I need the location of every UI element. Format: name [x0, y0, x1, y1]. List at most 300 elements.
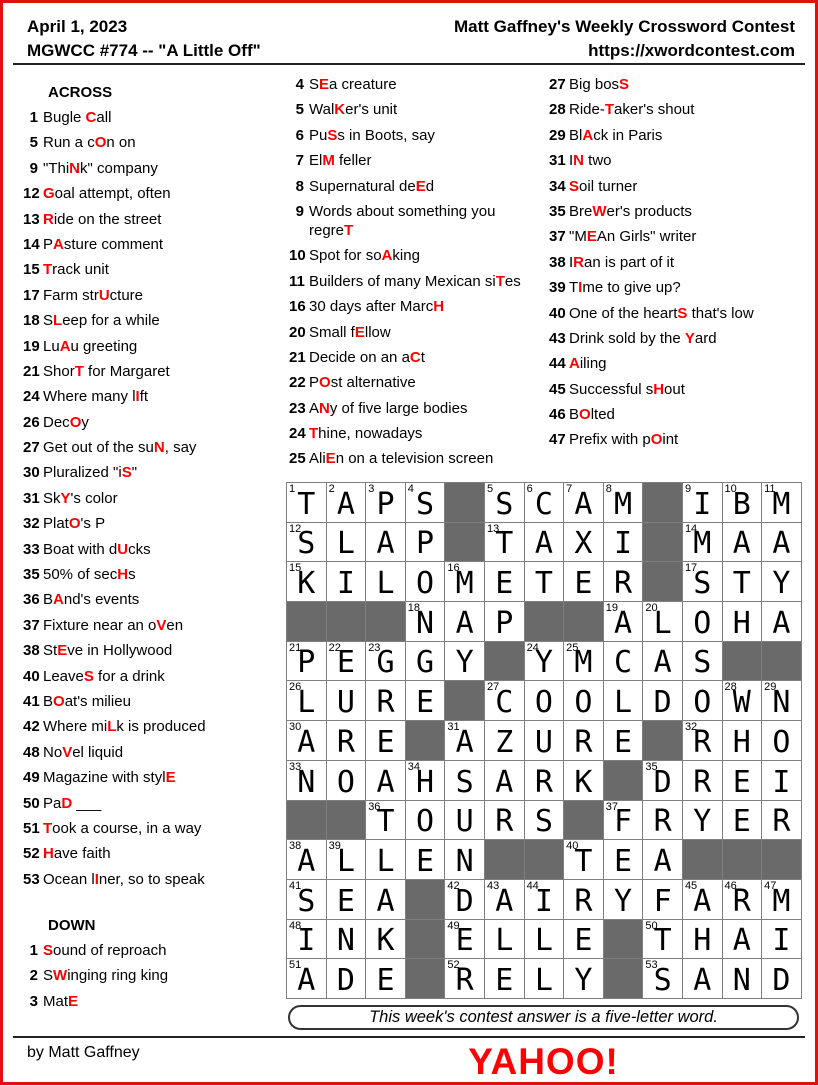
cell-number: 26: [289, 681, 302, 694]
grid-cell[interactable]: [327, 681, 367, 721]
cell-letter: D: [653, 685, 672, 721]
cell-letter: R: [336, 724, 355, 760]
cell-number: 15: [289, 562, 302, 575]
clue-number: 45: [549, 380, 566, 398]
grid-cell[interactable]: [445, 761, 485, 801]
grid-cell[interactable]: [445, 840, 485, 880]
grid-cell[interactable]: [287, 920, 327, 960]
cell-letter: E: [376, 724, 395, 760]
grid-cell[interactable]: [445, 602, 485, 642]
grid-cell[interactable]: [287, 523, 327, 563]
grid-cell[interactable]: [327, 523, 367, 563]
grid-cell[interactable]: [564, 523, 604, 563]
grid-cell[interactable]: [287, 761, 327, 801]
cell-letter: E: [574, 566, 593, 602]
clue-text: Have faith: [43, 845, 111, 863]
cell-letter: A: [297, 962, 316, 998]
highlighted-letter: L: [107, 718, 117, 736]
clue-number: 3: [29, 992, 38, 1010]
grid-cell[interactable]: [406, 523, 446, 563]
grid-cell[interactable]: [643, 681, 683, 721]
grid-cell[interactable]: [723, 920, 763, 960]
grid-cell[interactable]: [723, 483, 763, 523]
highlighted-letter: E: [354, 323, 365, 341]
grid-cell[interactable]: [406, 483, 446, 523]
grid-cell[interactable]: [327, 562, 367, 602]
clue-text: BAnd's events: [43, 591, 140, 609]
grid-cell[interactable]: [604, 602, 644, 642]
grid-cell[interactable]: [723, 681, 763, 721]
grid-cell[interactable]: [485, 959, 525, 999]
clue-text: Track unit: [43, 261, 109, 279]
highlighted-letter: V: [62, 743, 73, 761]
cell-letter: N: [336, 923, 355, 959]
grid-cell[interactable]: [366, 959, 406, 999]
clue-text: Fixture near an oVen: [43, 616, 184, 634]
highlighted-letter: R: [573, 253, 585, 271]
clue-row: [289, 100, 543, 119]
cell-number: 36: [368, 800, 381, 813]
clue-row: [549, 100, 813, 119]
grid-cell[interactable]: [525, 523, 565, 563]
grid-cell[interactable]: [643, 880, 683, 920]
grid-cell[interactable]: [366, 920, 406, 960]
clue-number: 46: [549, 406, 566, 424]
grid-cell[interactable]: [643, 920, 683, 960]
grid-cell[interactable]: [564, 959, 604, 999]
clue-number: 9: [29, 159, 38, 177]
grid-cell[interactable]: [366, 483, 406, 523]
grid-cell[interactable]: [564, 840, 604, 880]
grid-cell[interactable]: [683, 483, 723, 523]
grid-cell[interactable]: [525, 681, 565, 721]
footer-divider: [13, 1036, 805, 1038]
grid-cell[interactable]: [287, 562, 327, 602]
grid-cell[interactable]: [525, 642, 565, 682]
grid-cell[interactable]: [327, 642, 367, 682]
clue-row: [289, 373, 543, 392]
clue-number: 21: [23, 362, 40, 380]
grid-cell[interactable]: [366, 801, 406, 841]
cell-number: 48: [289, 919, 302, 932]
clue-number: 24: [23, 388, 40, 406]
grid-block: [366, 602, 406, 642]
clue-row: [23, 311, 281, 330]
grid-cell[interactable]: [287, 642, 327, 682]
grid-cell[interactable]: [762, 483, 802, 523]
clue-number: 30: [23, 464, 40, 482]
cell-letter: A: [732, 526, 751, 562]
grid-cell[interactable]: [327, 721, 367, 761]
grid-cell[interactable]: [683, 642, 723, 682]
grid-cell[interactable]: [762, 801, 802, 841]
grid-cell[interactable]: [485, 801, 525, 841]
clue-text: PAsture comment: [43, 235, 164, 253]
cell-letter: O: [693, 685, 712, 721]
grid-block: [406, 920, 446, 960]
grid-cell[interactable]: [604, 880, 644, 920]
clue-row: [549, 380, 813, 399]
highlighted-letter: O: [319, 374, 331, 392]
grid-block: [406, 721, 446, 761]
grid-cell[interactable]: [564, 880, 604, 920]
grid-cell[interactable]: [525, 483, 565, 523]
grid-cell[interactable]: [683, 959, 723, 999]
cell-letter: T: [297, 486, 316, 522]
grid-cell[interactable]: [327, 483, 367, 523]
cell-letter: A: [376, 883, 395, 919]
grid-cell[interactable]: [564, 920, 604, 960]
cell-number: 41: [289, 879, 302, 892]
grid-cell[interactable]: [287, 880, 327, 920]
grid-cell[interactable]: [406, 562, 446, 602]
grid-cell[interactable]: [406, 681, 446, 721]
grid-cell[interactable]: [485, 920, 525, 960]
cell-letter: E: [376, 962, 395, 998]
clue-text: Bugle Call: [43, 109, 112, 126]
grid-cell[interactable]: [762, 959, 802, 999]
grid-block: [525, 840, 565, 880]
clue-row: [23, 641, 281, 660]
clue-row: [23, 184, 281, 203]
clue-number: 29: [549, 126, 566, 144]
grid-cell[interactable]: [723, 761, 763, 801]
cell-number: 46: [724, 879, 737, 892]
cell-letter: O: [336, 764, 355, 800]
grid-cell[interactable]: [485, 681, 525, 721]
cell-number: 3: [368, 483, 375, 495]
grid-cell[interactable]: [604, 523, 644, 563]
clue-row: [549, 227, 813, 246]
clue-text: PaD ___: [43, 794, 102, 812]
grid-cell[interactable]: [643, 761, 683, 801]
header-date: April 1, 2023: [27, 17, 128, 36]
grid-cell[interactable]: [604, 721, 644, 761]
highlighted-letter: S: [677, 304, 688, 322]
grid-cell[interactable]: [327, 840, 367, 880]
cell-letter: Y: [574, 962, 593, 998]
clue-text: Soil turner: [569, 177, 638, 195]
cell-letter: A: [614, 605, 633, 641]
down-clue-list-part1: [23, 941, 281, 1011]
grid-cell[interactable]: [762, 602, 802, 642]
grid-cell[interactable]: [327, 880, 367, 920]
grid-cell[interactable]: [366, 642, 406, 682]
clue-row: [289, 424, 543, 443]
grid-cell[interactable]: [525, 761, 565, 801]
grid-cell[interactable]: [366, 840, 406, 880]
clue-row: [289, 399, 543, 418]
cell-letter: I: [693, 486, 712, 522]
clue-number: 31: [549, 152, 566, 170]
clue-number: 40: [23, 667, 40, 685]
clue-number: 42: [23, 718, 40, 736]
clue-row: [549, 304, 813, 323]
highlighted-letter: S: [569, 177, 580, 195]
grid-cell[interactable]: [445, 880, 485, 920]
grid-cell[interactable]: [327, 959, 367, 999]
clue-text: "MEAn Girls" writer: [569, 228, 697, 246]
grid-cell[interactable]: [723, 602, 763, 642]
clue-text: Decide on an aCt: [309, 348, 425, 366]
grid-cell[interactable]: [604, 801, 644, 841]
clue-number: 25: [289, 450, 306, 468]
cell-letter: Z: [495, 724, 514, 760]
cell-letter: L: [495, 923, 514, 959]
grid-cell[interactable]: [485, 562, 525, 602]
grid-cell[interactable]: [445, 562, 485, 602]
cell-number: 18: [407, 602, 421, 615]
clue-number: 44: [549, 355, 566, 373]
grid-cell[interactable]: [723, 523, 763, 563]
cell-letter: I: [297, 923, 316, 959]
grid-cell[interactable]: [643, 642, 683, 682]
grid-cell[interactable]: [406, 840, 446, 880]
clue-number: 31: [23, 489, 40, 507]
grid-cell[interactable]: [564, 761, 604, 801]
grid-cell[interactable]: [485, 483, 525, 523]
grid-cell[interactable]: [366, 562, 406, 602]
grid-cell[interactable]: [366, 681, 406, 721]
highlighted-letter: R: [43, 210, 54, 228]
cell-number: 34: [407, 760, 421, 773]
grid-cell[interactable]: [327, 761, 367, 801]
cell-letter: D: [772, 962, 791, 998]
cell-letter: A: [574, 486, 593, 522]
grid-cell[interactable]: [445, 801, 485, 841]
cell-letter: H: [693, 923, 712, 959]
grid-cell[interactable]: [564, 562, 604, 602]
clue-text: SkY's color: [43, 489, 118, 507]
grid-cell[interactable]: [525, 562, 565, 602]
clue-row: [23, 337, 281, 356]
clue-row: [549, 75, 813, 94]
highlighted-letter: T: [43, 819, 53, 837]
clues-column-right: [549, 75, 813, 456]
cell-letter: T: [732, 566, 751, 602]
grid-cell[interactable]: [485, 523, 525, 563]
grid-cell[interactable]: [643, 801, 683, 841]
grid-cell[interactable]: [287, 483, 327, 523]
cell-number: 40: [566, 840, 579, 853]
cell-letter: A: [376, 764, 395, 800]
grid-cell[interactable]: [683, 880, 723, 920]
grid-cell[interactable]: [683, 721, 723, 761]
cell-letter: B: [732, 486, 751, 522]
clue-number: 52: [23, 845, 40, 863]
cell-letter: T: [653, 923, 672, 959]
clue-text: Goal attempt, often: [43, 185, 171, 203]
grid-cell[interactable]: [643, 840, 683, 880]
highlighted-letter: N: [573, 152, 585, 170]
contest-answer: YAHOO!: [468, 1041, 619, 1082]
highlighted-letter: E: [68, 992, 79, 1010]
grid-cell[interactable]: [445, 959, 485, 999]
grid-cell[interactable]: [564, 681, 604, 721]
grid-cell[interactable]: [564, 642, 604, 682]
grid-cell[interactable]: [287, 840, 327, 880]
grid-cell[interactable]: [604, 681, 644, 721]
clue-row: [23, 413, 281, 432]
grid-cell[interactable]: [683, 562, 723, 602]
clue-text: Drink sold by the Yard: [569, 329, 717, 347]
clue-text: POst alternative: [309, 374, 416, 392]
grid-cell[interactable]: [723, 721, 763, 761]
grid-cell[interactable]: [762, 681, 802, 721]
grid-cell[interactable]: [406, 761, 446, 801]
highlighted-letter: S: [121, 464, 132, 482]
grid-block: [762, 642, 802, 682]
grid-cell[interactable]: [327, 920, 367, 960]
grid-cell[interactable]: [525, 801, 565, 841]
highlighted-letter: W: [53, 967, 68, 985]
grid-cell[interactable]: [762, 880, 802, 920]
cell-number: 39: [328, 840, 341, 853]
grid-cell[interactable]: [287, 721, 327, 761]
header-divider: [13, 63, 805, 65]
clue-number: 1: [29, 941, 38, 959]
grid-cell[interactable]: [366, 721, 406, 761]
clue-row: [549, 278, 813, 297]
cell-number: 42: [447, 879, 460, 892]
grid-cell[interactable]: [762, 920, 802, 960]
clue-number: 23: [289, 399, 306, 417]
grid-cell[interactable]: [406, 801, 446, 841]
highlighted-letter: O: [579, 406, 591, 424]
cell-letter: E: [614, 843, 633, 879]
grid-cell[interactable]: [366, 523, 406, 563]
cell-letter: R: [772, 804, 791, 840]
cell-letter: T: [495, 526, 514, 562]
highlighted-letter: T: [43, 261, 53, 279]
grid-cell[interactable]: [723, 959, 763, 999]
grid-cell[interactable]: [525, 959, 565, 999]
clue-text: BOlted: [569, 406, 615, 424]
cell-letter: S: [455, 764, 474, 800]
cell-letter: A: [297, 843, 316, 879]
cell-number: 6: [526, 483, 533, 495]
cell-letter: S: [534, 804, 553, 840]
cell-number: 7: [566, 483, 573, 495]
highlighted-letter: E: [165, 769, 176, 787]
grid-cell[interactable]: [643, 602, 683, 642]
grid-cell[interactable]: [604, 642, 644, 682]
grid-block: [327, 602, 367, 642]
cell-letter: L: [376, 843, 395, 879]
cell-letter: A: [772, 605, 791, 641]
clue-number: 16: [289, 298, 306, 316]
cell-number: 2: [328, 483, 335, 495]
grid-cell[interactable]: [564, 483, 604, 523]
clue-text: Words about something you regreT: [309, 202, 496, 239]
grid-cell[interactable]: [604, 840, 644, 880]
cell-letter: A: [455, 724, 474, 760]
clue-row: [23, 743, 281, 762]
clue-number: 14: [23, 235, 40, 253]
grid-cell[interactable]: [683, 920, 723, 960]
cell-letter: D: [455, 883, 474, 919]
clue-row: [23, 966, 281, 985]
grid-cell[interactable]: [683, 681, 723, 721]
grid-cell[interactable]: [564, 721, 604, 761]
byline: by Matt Gaffney: [27, 1044, 140, 1061]
clue-text: IN two: [569, 152, 612, 170]
clue-row: [289, 126, 543, 145]
grid-cell[interactable]: [643, 959, 683, 999]
grid-cell[interactable]: [406, 642, 446, 682]
clue-number: 27: [23, 439, 40, 457]
clue-text: 30 days after MarcH: [309, 298, 445, 316]
grid-block: [485, 840, 525, 880]
clue-text: Ocean lIner, so to speak: [43, 870, 205, 888]
grid-cell[interactable]: [445, 920, 485, 960]
grid-cell[interactable]: [683, 602, 723, 642]
cell-letter: S: [495, 486, 514, 522]
grid-cell[interactable]: [762, 523, 802, 563]
grid-cell[interactable]: [485, 721, 525, 761]
grid-cell[interactable]: [723, 880, 763, 920]
clue-number: 8: [295, 177, 304, 195]
grid-cell[interactable]: [485, 761, 525, 801]
cell-letter: F: [614, 804, 633, 840]
cell-letter: A: [732, 923, 751, 959]
grid-cell[interactable]: [366, 761, 406, 801]
clue-number: 1: [29, 109, 38, 126]
cell-letter: N: [297, 764, 316, 800]
grid-cell[interactable]: [287, 681, 327, 721]
clue-row: [23, 133, 281, 152]
grid-cell[interactable]: [525, 920, 565, 960]
grid-cell[interactable]: [525, 721, 565, 761]
grid-cell[interactable]: [723, 562, 763, 602]
grid-cell[interactable]: [525, 880, 565, 920]
clue-number: 51: [23, 819, 40, 837]
cell-number: 37: [605, 800, 618, 813]
grid-block: [406, 880, 446, 920]
clue-number: 27: [549, 76, 566, 93]
grid-cell[interactable]: [762, 721, 802, 761]
grid-cell[interactable]: [406, 602, 446, 642]
grid-cell[interactable]: [723, 801, 763, 841]
highlighted-letter: W: [592, 202, 607, 220]
clue-row: [23, 210, 281, 229]
clue-text: DecOy: [43, 413, 89, 431]
grid-cell[interactable]: [683, 761, 723, 801]
cell-letter: N: [772, 685, 791, 721]
cell-letter: A: [376, 526, 395, 562]
grid-cell[interactable]: [762, 761, 802, 801]
cell-letter: S: [693, 645, 712, 681]
clue-text: BOat's milieu: [43, 692, 131, 710]
clue-text: Farm strUcture: [43, 286, 144, 304]
grid-cell[interactable]: [762, 562, 802, 602]
clue-number: 40: [549, 304, 566, 322]
grid-cell[interactable]: [683, 523, 723, 563]
grid-cell[interactable]: [445, 642, 485, 682]
grid-cell[interactable]: [485, 880, 525, 920]
grid-cell[interactable]: [366, 880, 406, 920]
header-url[interactable]: https://xwordcontest.com: [588, 41, 795, 60]
grid-cell[interactable]: [604, 562, 644, 602]
cell-letter: D: [336, 962, 355, 998]
grid-cell[interactable]: [287, 959, 327, 999]
grid-cell[interactable]: [683, 801, 723, 841]
grid-cell[interactable]: [445, 721, 485, 761]
cell-letter: C: [534, 486, 553, 522]
grid-cell[interactable]: [604, 483, 644, 523]
grid-cell[interactable]: [485, 602, 525, 642]
clue-text: Supernatural deEd: [309, 177, 435, 195]
